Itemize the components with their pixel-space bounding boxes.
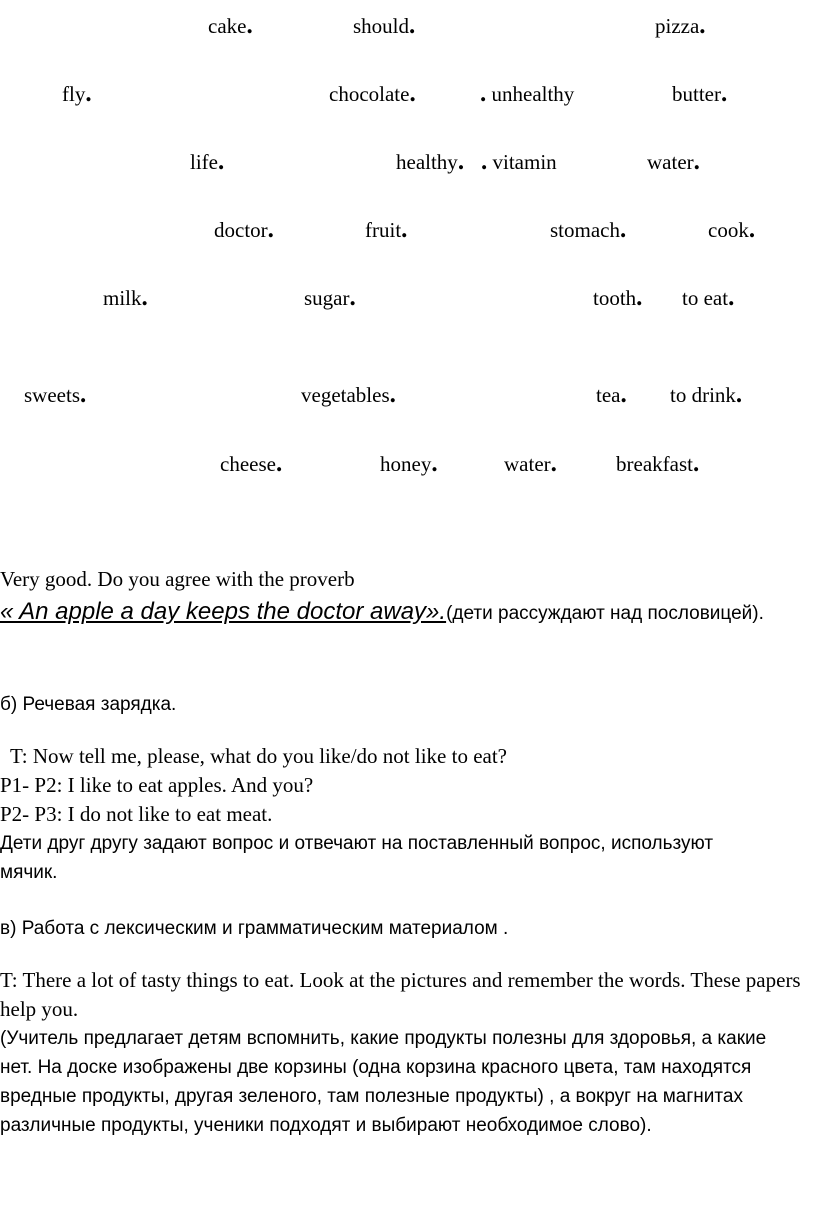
word-to-eat: to eat. (682, 284, 735, 311)
children-note: Дети друг другу задают вопрос и отвечают на поставленный вопрос, используют мячик. (0, 833, 714, 883)
proverb-paragraph (0, 597, 816, 628)
word-vegetables: vegetables. (301, 381, 396, 408)
section-v-heading: в) Работа с лексическим и грамматическим материалом . (0, 918, 509, 939)
word-doctor: doctor. (214, 216, 274, 243)
word-water-2: water. (504, 450, 557, 477)
word-sugar: sugar. (304, 284, 356, 311)
word-healthy: healthy. (396, 148, 465, 175)
word-breakfast: breakfast. (616, 450, 700, 477)
word-fly: fly. (62, 80, 92, 107)
word-cake: cake. (208, 12, 253, 39)
word-vitamin: . vitamin (481, 148, 557, 175)
dialogue-p2-p3: P2- P3: I do not like to eat meat. (0, 802, 273, 826)
word-fruit: fruit. (365, 216, 408, 243)
intro-line: Very good. Do you agree with the proverb (0, 567, 355, 591)
word-tea: tea. (596, 381, 627, 408)
teacher-line: T: There a lot of tasty things to eat. Look at the pictures and remember the words. These papers help you. (0, 968, 801, 1021)
word-life: life. (190, 148, 225, 175)
word-tooth: tooth. (593, 284, 643, 311)
section-b-heading: б) Речевая зарядка. (0, 694, 177, 715)
word-unhealthy: . unhealthy (480, 80, 575, 107)
word-chocolate: chocolate. (329, 80, 416, 107)
dialogue-teacher: T: Now tell me, please, what do you like/do not like to eat? (10, 744, 507, 768)
proverb-note: (дети рассуждают над пословицей). (446, 603, 764, 624)
word-cook: cook. (708, 216, 756, 243)
word-milk: milk. (103, 284, 148, 311)
word-honey: honey. (380, 450, 438, 477)
word-cheese: cheese. (220, 450, 283, 477)
word-butter: butter. (672, 80, 728, 107)
dialogue-p1-p2: P1- P2: I like to eat apples. And you? (0, 773, 314, 797)
word-stomach: stomach. (550, 216, 627, 243)
word-sweets: sweets. (24, 381, 87, 408)
word-to-drink: to drink. (670, 381, 743, 408)
word-should: should. (353, 12, 416, 39)
word-pizza: pizza. (655, 12, 706, 39)
word-water-1: water. (647, 148, 700, 175)
teacher-note: (Учитель предлагает детям вспомнить, какие продукты полезны для здоровья, а какие нет. На доске изображены две корзины (одна корзина красного цвета, там находятся вредные продукты, другая зеленого, там полезные продукты) , а вокруг на магнитах различные продукты, ученики подходят и выбирают необходимое слово). (0, 1028, 767, 1136)
proverb: « An apple a day keeps the doctor away». (0, 598, 447, 625)
